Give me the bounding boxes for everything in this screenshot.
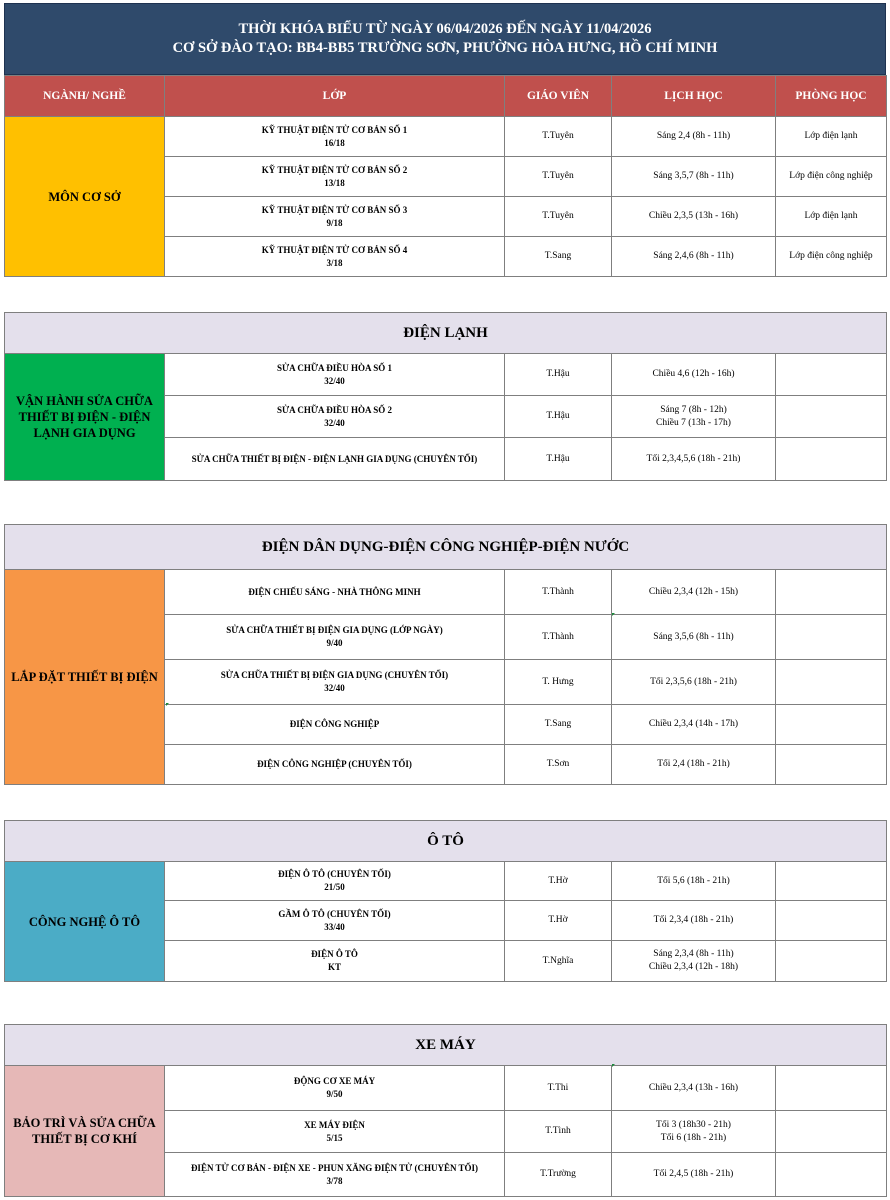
room-cell — [776, 438, 887, 481]
class-enrollment: 9/18 — [326, 217, 343, 228]
schedule-cell — [612, 396, 776, 438]
class-enrollment: 5/15 — [326, 1132, 343, 1143]
schedule-cell — [612, 438, 776, 481]
schedule-cell — [612, 1111, 776, 1153]
schedule-line: Tối 2,3,5,6 (18h - 21h) — [650, 676, 737, 687]
schedule-line: Chiều 2,3,4 (13h - 16h) — [648, 1082, 739, 1093]
table-row — [5, 862, 887, 901]
teacher-cell: T.Hờ — [505, 901, 612, 941]
class-cell — [165, 862, 505, 901]
schedule-line: Tối 2,4,5 (18h - 21h) — [653, 1169, 734, 1179]
room-cell — [776, 941, 887, 982]
class-cell — [165, 157, 505, 197]
class-name: ĐIỆN CÔNG NGHIỆP (CHUYÊN TỐI) — [257, 759, 412, 769]
class-name: ĐIỆN CÔNG NGHIỆP — [289, 719, 380, 729]
class-cell — [165, 117, 505, 157]
schedule-header — [4, 3, 886, 75]
room-cell — [776, 660, 887, 705]
section-o-to — [4, 820, 887, 982]
class-name: SỬA CHỮA ĐIỀU HÒA SỐ 1 — [276, 362, 393, 373]
room-cell — [776, 570, 887, 615]
schedule-line: Sáng 2,3,4 (8h - 11h) — [653, 949, 734, 959]
schedule-cell — [612, 862, 776, 901]
teacher-cell: T.Thi — [505, 1066, 612, 1111]
col-lich-hoc: LỊCH HỌC — [612, 76, 776, 117]
teacher-cell: T.Tuyên — [505, 157, 612, 197]
class-enrollment: 32/40 — [324, 683, 345, 693]
teacher-cell: T. Hưng — [505, 660, 612, 705]
class-cell — [165, 197, 505, 237]
teacher-cell: T.Thành — [505, 570, 612, 615]
schedule-line: Chiều 2,3,4 (14h - 17h) — [648, 719, 739, 729]
room-cell — [776, 396, 887, 438]
section-xe-may — [4, 1024, 887, 1197]
comment-marker-icon — [166, 703, 169, 706]
class-cell — [165, 901, 505, 941]
class-name: SỬA CHỮA ĐIỀU HÒA SỐ 2 — [276, 404, 393, 415]
category-cell: MÔN CƠ SỞ — [5, 117, 165, 277]
category-cell: LẮP ĐẶT THIẾT BỊ ĐIỆN — [5, 570, 165, 785]
room-cell — [776, 1066, 887, 1111]
schedule-line: Chiều 2,3,4 (12h - 15h) — [648, 586, 739, 597]
column-header-row — [5, 76, 887, 117]
schedule-line: Sáng 7 (8h - 12h) — [660, 404, 727, 415]
comment-marker-icon — [612, 1064, 615, 1067]
comment-marker-icon — [612, 613, 615, 616]
class-cell — [165, 745, 505, 785]
teacher-cell: T.Trường — [505, 1153, 612, 1197]
table-row — [5, 117, 887, 157]
teacher-cell: T.Nghĩa — [505, 941, 612, 982]
teacher-cell: T.Sang — [505, 705, 612, 745]
schedule-line: Sáng 3,5,6 (8h - 11h) — [653, 631, 734, 642]
schedule-line: Tối 2,4 (18h - 21h) — [657, 759, 730, 769]
table-row — [5, 354, 887, 396]
class-enrollment: 9/40 — [326, 638, 343, 648]
class-cell — [165, 660, 505, 705]
class-name: KỸ THUẬT ĐIỆN TỬ CƠ BẢN SỐ 4 — [261, 244, 408, 255]
class-name: KỸ THUẬT ĐIỆN TỬ CƠ BẢN SỐ 3 — [261, 204, 408, 215]
schedule-cell — [612, 354, 776, 396]
class-enrollment: 32/40 — [324, 375, 345, 386]
teacher-cell: T.Hậu — [505, 354, 612, 396]
room-cell: Lớp điện lạnh — [776, 197, 887, 237]
header-title: THỜI KHÓA BIỂU TỪ NGÀY 06/04/2026 ĐẾN NGÀY 11/04/2026 — [238, 21, 652, 37]
class-name: SỬA CHỮA THIẾT BỊ ĐIỆN - ĐIỆN LẠNH GIA DỤNG (CHUYÊN TỐI) — [191, 453, 478, 464]
class-cell — [165, 615, 505, 660]
schedule-line: Chiều 4,6 (12h - 16h) — [652, 369, 735, 379]
class-cell — [165, 570, 505, 615]
class-cell — [165, 705, 505, 745]
schedule-cell: Sáng 3,5,7 (8h - 11h) — [612, 157, 776, 197]
schedule-cell — [612, 901, 776, 941]
schedule-cell: Sáng 2,4,6 (8h - 11h) — [612, 237, 776, 277]
section-dien-dan-dung — [4, 524, 887, 785]
class-name: SỬA CHỮA THIẾT BỊ ĐIỆN GIA DỤNG (LỚP NGÀY) — [226, 625, 443, 635]
class-cell — [165, 1111, 505, 1153]
schedule-cell — [612, 941, 776, 982]
schedule-line-2: Chiều 7 (13h - 17h) — [656, 417, 731, 428]
category-cell: CÔNG NGHỆ Ô TÔ — [5, 862, 165, 982]
class-enrollment: KT — [327, 962, 341, 972]
class-cell — [165, 1153, 505, 1197]
teacher-cell: T.Hậu — [505, 438, 612, 481]
class-cell — [165, 1066, 505, 1111]
room-cell — [776, 615, 887, 660]
room-cell — [776, 901, 887, 941]
teacher-cell: T.Hậu — [505, 396, 612, 438]
col-nganh: NGÀNH/ NGHỀ — [5, 76, 165, 117]
class-name: GẦM Ô TÔ (CHUYÊN TỐI) — [278, 908, 391, 919]
table-row — [5, 1066, 887, 1111]
room-cell — [776, 354, 887, 396]
schedule-cell — [612, 1153, 776, 1197]
section-dien-lanh — [4, 312, 887, 481]
schedule-line: Tối 5,6 (18h - 21h) — [657, 875, 730, 886]
section-title: XE MÁY — [5, 1025, 887, 1066]
schedule-line: Tối 2,3,4 (18h - 21h) — [653, 915, 734, 925]
class-name: KỸ THUẬT ĐIỆN TỬ CƠ BẢN SỐ 2 — [261, 164, 408, 175]
col-lop: LỚP — [165, 76, 505, 117]
schedule-cell: Sáng 2,4 (8h - 11h) — [612, 117, 776, 157]
class-enrollment: 16/18 — [324, 137, 345, 148]
class-cell — [165, 396, 505, 438]
class-name: SỬA CHỮA THIẾT BỊ ĐIỆN GIA DỤNG (CHUYÊN TỐI) — [220, 670, 449, 680]
room-cell — [776, 1153, 887, 1197]
class-cell — [165, 438, 505, 481]
schedule-line-2: Tối 6 (18h - 21h) — [660, 1132, 727, 1143]
class-name: ĐIỆN CHIẾU SÁNG - NHÀ THÔNG MINH — [248, 586, 421, 597]
teacher-cell: T.Hờ — [505, 862, 612, 901]
schedule-line: Tối 3 (18h30 - 21h) — [656, 1119, 731, 1130]
room-cell: Lớp điện công nghiệp — [776, 237, 887, 277]
room-cell — [776, 1111, 887, 1153]
category-cell: VẬN HÀNH SỬA CHỮA THIẾT BỊ ĐIỆN - ĐIỆN LẠNH GIA DỤNG — [5, 354, 165, 481]
schedule-line: Tối 2,3,4,5,6 (18h - 21h) — [646, 453, 741, 464]
teacher-cell: T.Thành — [505, 615, 612, 660]
col-giao-vien: GIÁO VIÊN — [505, 76, 612, 117]
class-cell — [165, 354, 505, 396]
class-name: KỸ THUẬT ĐIỆN TỬ CƠ BẢN SỐ 1 — [261, 124, 408, 135]
table-row — [5, 570, 887, 615]
room-cell — [776, 862, 887, 901]
schedule-line-2: Chiều 2,3,4 (12h - 18h) — [648, 962, 739, 972]
class-cell — [165, 237, 505, 277]
schedule-cell: Chiều 2,3,5 (13h - 16h) — [612, 197, 776, 237]
section-title: ĐIỆN LẠNH — [5, 313, 887, 354]
col-phong-hoc: PHÒNG HỌC — [776, 76, 887, 117]
teacher-cell: T.Tuyên — [505, 117, 612, 157]
class-enrollment: 21/50 — [324, 882, 345, 892]
section-title: ĐIỆN DÂN DỤNG-ĐIỆN CÔNG NGHIỆP-ĐIỆN NƯỚC — [5, 525, 887, 570]
category-cell: BẢO TRÌ VÀ SỬA CHỮA THIẾT BỊ CƠ KHÍ — [5, 1066, 165, 1197]
schedule-cell — [612, 660, 776, 705]
room-cell: Lớp điện công nghiệp — [776, 157, 887, 197]
class-enrollment: 33/40 — [324, 921, 345, 932]
room-cell: Lớp điện lạnh — [776, 117, 887, 157]
teacher-cell: T.Sang — [505, 237, 612, 277]
class-name: ĐIỆN TỬ CƠ BẢN - ĐIỆN XE - PHUN XĂNG ĐIỆN TỬ (CHUYÊN TỐI) — [190, 1162, 479, 1173]
header-subtitle: CƠ SỞ ĐÀO TẠO: BB4-BB5 TRƯỜNG SƠN, PHƯỜNG HÒA HƯNG, HỒ CHÍ MINH — [172, 40, 718, 56]
schedule-cell — [612, 745, 776, 785]
class-name: XE MÁY ĐIỆN — [304, 1119, 365, 1130]
class-name: ĐIỆN Ô TÔ — [311, 949, 358, 959]
room-cell — [776, 705, 887, 745]
class-enrollment: 9/50 — [326, 1089, 343, 1099]
class-cell — [165, 941, 505, 982]
section-mon-co-so — [4, 75, 887, 277]
teacher-cell: T.Tuyên — [505, 197, 612, 237]
teacher-cell: T.Sơn — [505, 745, 612, 785]
class-enrollment: 3/78 — [326, 1175, 343, 1186]
class-name: ĐỘNG CƠ XE MÁY — [293, 1076, 376, 1086]
class-enrollment: 3/18 — [326, 257, 343, 268]
class-enrollment: 13/18 — [324, 177, 345, 188]
class-enrollment: 32/40 — [324, 417, 345, 428]
schedule-cell — [612, 570, 776, 615]
schedule-cell — [612, 705, 776, 745]
class-name: ĐIỆN Ô TÔ (CHUYÊN TỐI) — [278, 869, 391, 879]
teacher-cell: T.Tình — [505, 1111, 612, 1153]
schedule-cell — [612, 615, 776, 660]
room-cell — [776, 745, 887, 785]
schedule-cell — [612, 1066, 776, 1111]
section-title: Ô TÔ — [5, 821, 887, 862]
